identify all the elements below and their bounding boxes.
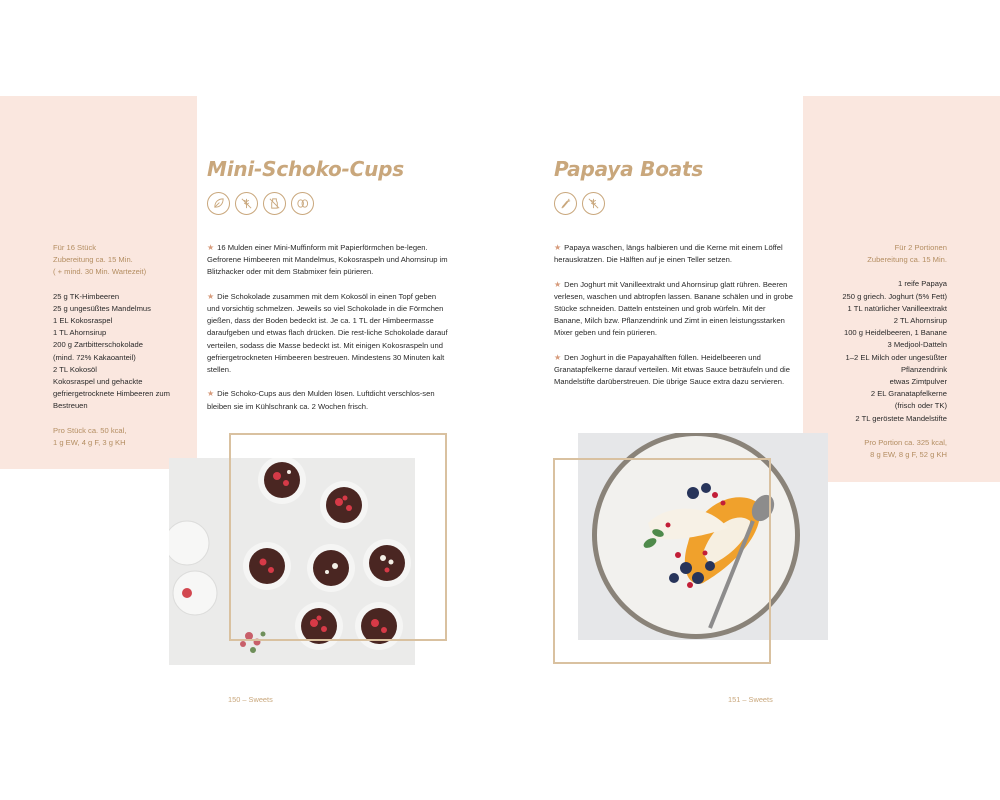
step-paragraph <box>207 291 450 376</box>
recipe-steps <box>554 242 794 401</box>
nutrition-text: Pro Portion ca. 325 kcal, <box>864 437 947 447</box>
step-paragraph <box>554 352 794 389</box>
carrot-icon <box>554 192 577 215</box>
step-text: Den Joghurt mit Vanilleextrakt und Ahornsirup glatt rühren. Beeren verlesen, waschen und abtropfen lassen. Banane schälen und in grobe Stücke schneiden. Datteln entsteinen und grob würfeln. Mit der Banane, Milch bzw. Pflanzendrink und Zimt in einen leistungsstarken Mixer geben und fein pürieren. <box>554 279 793 338</box>
diet-icon-row <box>554 192 605 215</box>
ingredient: 2 TL Ahornsirup <box>893 316 947 326</box>
nutrition-text: 1 g EW, 4 g F, 3 g KH <box>53 437 126 447</box>
prep-time-text: Zubereitung ca. 15 Min. <box>867 255 947 265</box>
gluten-free-icon <box>235 192 258 215</box>
ingredient-list <box>810 278 947 424</box>
ingredient: 100 g Heidelbeeren, 1 Banane <box>843 328 947 338</box>
ingredient: 2 TL Kokosöl <box>53 364 97 374</box>
right-recipe-info <box>810 242 947 461</box>
ingredient: (mind. 72% Kakaoanteil) <box>53 352 136 362</box>
ingredient: 25 g TK-Himbeeren <box>53 291 120 301</box>
ingredient: 1 TL Ahornsirup <box>53 328 107 338</box>
ingredient: Kokosraspel und gehackte <box>53 377 143 387</box>
leaf-icon <box>207 192 230 215</box>
ingredient: 1 EL Kokosraspel <box>53 316 113 326</box>
gluten-free-icon <box>582 192 605 215</box>
step-paragraph <box>554 279 794 340</box>
page-number: 151 – Sweets <box>728 695 773 704</box>
step-text: Die Schoko-Cups aus den Mulden lösen. Luftdicht verschlos-sen bleiben sie im Kühlschrank ca. 2 Wochen frisch. <box>207 389 435 411</box>
yield-text: Für 2 Portionen <box>894 243 947 252</box>
ingredient: 2 TL geröstete Mandelstifte <box>855 413 947 423</box>
nut-icon <box>291 192 314 215</box>
ingredient: etwas Zimtpulver <box>889 377 947 387</box>
ingredient: gefriergetrocknete Himbeeren zum <box>53 389 170 399</box>
step-text: Den Joghurt in die Papayahälften füllen. Heidelbeeren und Granatapfelkerne darauf verteilen. Mit etwas Sauce beträufeln und die Mandelstifte darüberstreuen. Die übrige Sauce extra dazu servieren. <box>554 352 790 387</box>
ingredient: Bestreuen <box>53 401 88 411</box>
star-icon: ★ <box>207 389 215 399</box>
step-paragraph <box>207 388 450 412</box>
star-icon: ★ <box>554 243 562 252</box>
decorative-frame <box>229 433 447 641</box>
decorative-frame <box>553 458 771 664</box>
step-text: Die Schokolade zusammen mit dem Kokosöl in einen Topf geben und vorsichtig schmelzen. Jeweils so viel Schokolade in die Förmchen gießen, dass der Boden bedeckt ist. Je ca. 1 TL der Himbeermasse daraufgeben und etwas flach drücken. Die rest-liche Schokolade darauf verteilen, sodass die Masse bedeckt ist. Mit einigen Kokosraspeln und gefriergetrockneten Himbeeren bestreuen. Mindestens 30 Minuten kalt stellen. <box>207 291 448 375</box>
ingredient: 25 g ungesüßtes Mandelmus <box>53 303 151 313</box>
ingredient: 200 g Zartbitterschokolade <box>53 340 143 350</box>
star-icon: ★ <box>207 291 215 301</box>
star-icon: ★ <box>207 243 215 252</box>
step-text: 16 Mulden einer Mini-Muffinform mit Papierförmchen be-legen. Gefrorene Himbeeren mit Mandelmus, Kokosraspeln und Ahornsirup im Blitzhacker oder mit dem Stabmixer fein pürieren. <box>207 243 448 277</box>
step-text: Papaya waschen, längs halbieren und die Kerne mit einem Löffel herauskratzen. Die Hälften auf je einen Teller setzen. <box>554 243 783 265</box>
step-paragraph <box>207 242 450 279</box>
ingredient: 3 Medjool-Datteln <box>887 340 947 350</box>
no-lactose-icon <box>263 192 286 215</box>
prep-time-text: Zubereitung ca. 15 Min. <box>53 255 133 265</box>
ingredient: 1–2 EL Milch oder ungesüßter <box>845 352 947 362</box>
wait-time-text: ( + mind. 30 Min. Wartezeit) <box>53 267 147 277</box>
recipe-title: Papaya Boats <box>554 157 704 181</box>
diet-icon-row <box>207 192 314 215</box>
star-icon: ★ <box>554 279 562 289</box>
yield-text: Für 16 Stück <box>53 243 97 252</box>
recipe-title: Mini-Schoko-Cups <box>207 157 404 181</box>
ingredient: 1 reife Papaya <box>898 279 947 289</box>
ingredient: Pflanzendrink <box>900 364 947 374</box>
step-paragraph <box>554 242 794 266</box>
nutrition-text: Pro Stück ca. 50 kcal, <box>53 425 127 435</box>
nutrition-text: 8 g EW, 8 g F, 52 g KH <box>870 450 947 460</box>
ingredient: 1 TL natürlicher Vanilleextrakt <box>847 303 947 313</box>
recipe-steps <box>207 242 450 425</box>
ingredient: (frisch oder TK) <box>894 401 947 411</box>
ingredient-list <box>53 291 193 413</box>
ingredient: 250 g griech. Joghurt (5% Fett) <box>842 291 947 301</box>
star-icon: ★ <box>554 352 562 362</box>
ingredient: 2 EL Granatapfelkerne <box>870 389 947 399</box>
left-recipe-info <box>53 242 193 449</box>
page-number: 150 – Sweets <box>228 695 273 704</box>
